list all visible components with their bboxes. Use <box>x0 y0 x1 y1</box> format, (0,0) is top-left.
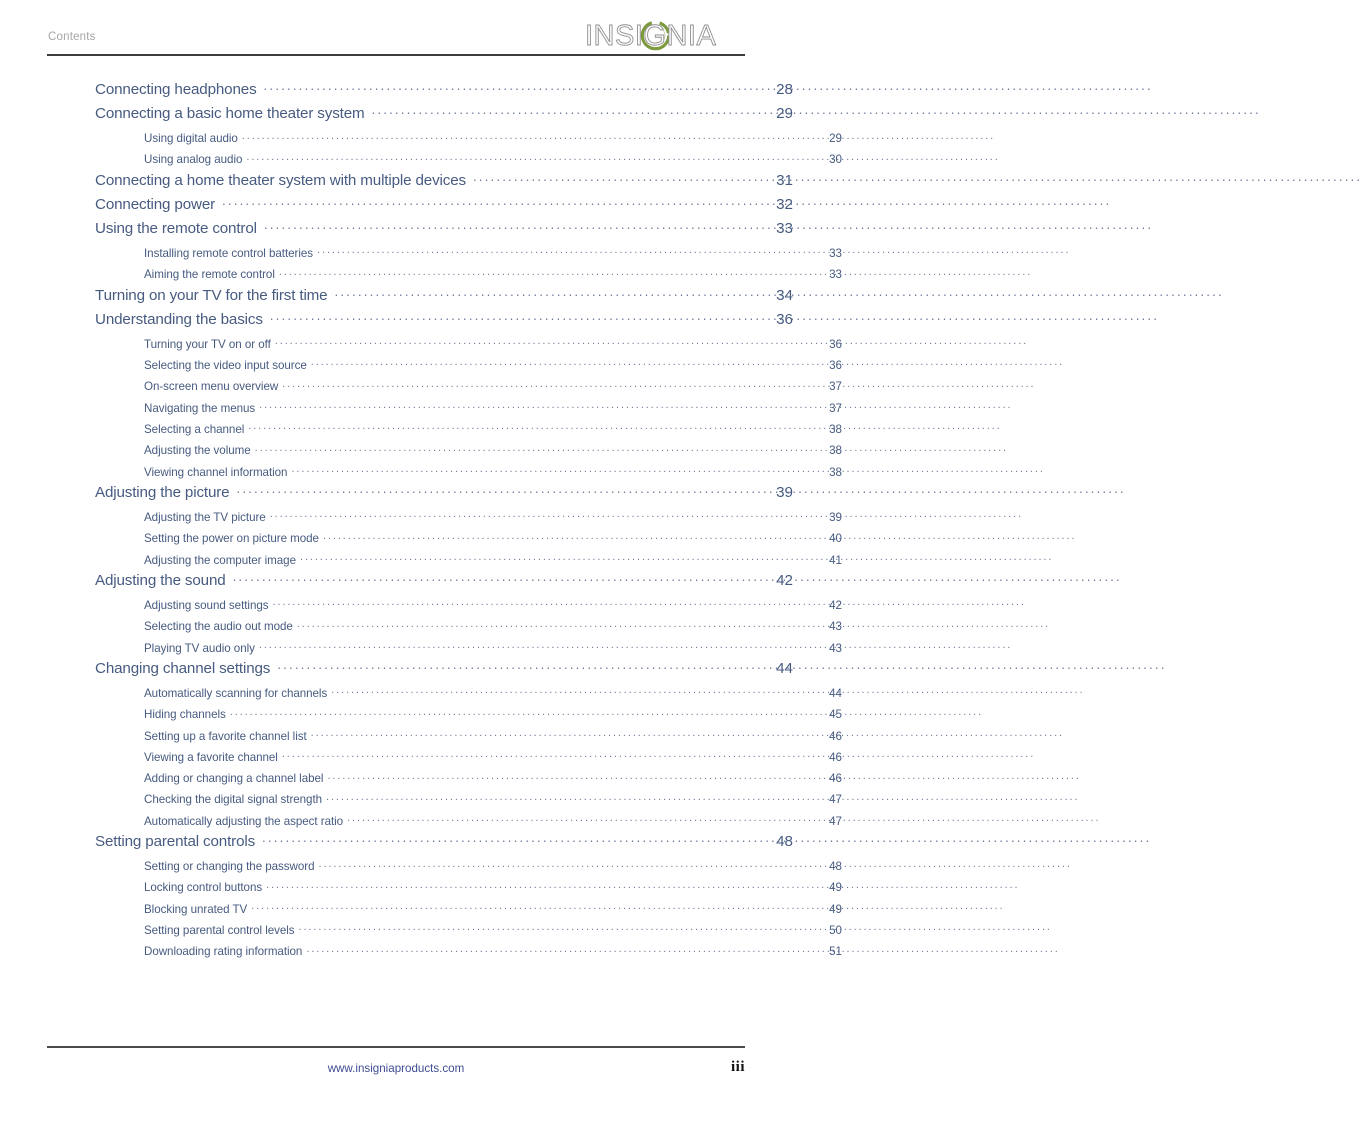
toc-entry-title: Turning your TV on or off <box>144 337 271 351</box>
toc-entry-title: Hiding channels <box>144 708 226 722</box>
toc-entry-title: Adjusting the picture <box>95 483 230 501</box>
toc-entry[interactable] <box>47 593 842 614</box>
toc-entry-page-number: 44 <box>829 686 842 700</box>
toc-leader-dots <box>222 193 766 209</box>
toc-entry[interactable] <box>47 702 842 723</box>
toc-leader-dots <box>272 593 817 609</box>
page-header <box>47 20 745 68</box>
toc-entry[interactable] <box>47 745 842 766</box>
toc-entry-title: Navigating the menus <box>144 401 256 415</box>
toc-entry-title: Playing TV audio only <box>144 641 255 655</box>
toc-entry-title: Viewing a favorite channel <box>144 750 278 764</box>
toc-entry-page-number: 39 <box>776 483 793 501</box>
toc-entry[interactable] <box>47 766 842 787</box>
toc-entry[interactable] <box>47 569 793 593</box>
toc-entry-title: Adjusting sound settings <box>144 599 269 612</box>
toc-leader-dots <box>259 396 817 412</box>
toc-leader-dots <box>306 939 817 955</box>
toc-entry[interactable] <box>47 481 793 505</box>
toc-entry-page-number: 33 <box>829 247 842 261</box>
toc-entry-title: Adding or changing a channel label <box>144 772 324 786</box>
toc-entry-page-number: 40 <box>829 532 842 546</box>
toc-entry[interactable] <box>47 505 842 526</box>
toc-entry[interactable] <box>47 548 842 569</box>
toc-entry-page-number: 36 <box>829 359 842 373</box>
toc-entry-title: Using digital audio <box>144 132 238 146</box>
toc-entry-page-number: 39 <box>829 511 842 525</box>
toc-entry[interactable] <box>47 241 842 262</box>
toc-entry[interactable] <box>47 217 793 241</box>
toc-leader-dots <box>347 809 817 825</box>
toc-leader-dots <box>270 505 817 521</box>
toc-entry-title: Setting parental control levels <box>144 924 295 938</box>
toc-entry-page-number: 36 <box>829 337 842 351</box>
toc-entry-title: Locking control buttons <box>144 881 263 895</box>
toc-entry[interactable] <box>47 830 793 854</box>
toc-leader-dots <box>264 78 766 94</box>
toc-entry-page-number: 38 <box>829 423 842 437</box>
toc-entry[interactable] <box>47 724 842 745</box>
toc-leader-dots <box>277 657 766 673</box>
toc-entry[interactable] <box>47 374 842 395</box>
toc-leader-dots <box>297 614 817 630</box>
toc-leader-dots <box>282 745 817 761</box>
toc-entry[interactable] <box>47 614 842 635</box>
toc-entry-page-number: 32 <box>776 195 793 213</box>
toc-entry-title: Automatically scanning for channels <box>144 686 328 700</box>
toc-leader-dots <box>311 353 817 369</box>
toc-entry-title: Automatically adjusting the aspect ratio <box>144 814 344 828</box>
toc-entry[interactable] <box>47 657 793 681</box>
toc-entry-page-number: 29 <box>829 132 842 146</box>
toc-leader-dots <box>242 126 817 142</box>
toc-entry-title: Connecting headphones <box>95 81 257 98</box>
toc-entry-page-number: 50 <box>829 924 842 938</box>
table-of-contents <box>47 78 842 961</box>
toc-entry-title: Installing remote control batteries <box>144 247 314 261</box>
toc-entry[interactable] <box>47 284 793 308</box>
footer-page-number: iii <box>730 1059 745 1075</box>
toc-leader-dots <box>264 217 766 233</box>
toc-entry[interactable] <box>47 308 793 332</box>
header-divider <box>47 54 745 56</box>
toc-entry[interactable] <box>47 78 793 102</box>
toc-entry-page-number: 48 <box>776 833 793 851</box>
toc-entry[interactable] <box>47 526 842 547</box>
toc-leader-dots <box>259 636 817 652</box>
toc-entry[interactable] <box>47 262 842 283</box>
toc-entry-page-number: 48 <box>829 860 842 874</box>
toc-entry[interactable] <box>47 809 842 830</box>
toc-entry-title: Changing channel settings <box>95 659 271 677</box>
toc-entry[interactable] <box>47 460 842 481</box>
toc-entry[interactable] <box>47 636 842 657</box>
toc-entry-title: Viewing channel information <box>144 465 288 479</box>
toc-entry-title: Setting up a favorite channel list <box>144 729 307 743</box>
toc-entry-title: Blocking unrated TV <box>144 902 248 916</box>
toc-entry-page-number: 37 <box>829 380 842 394</box>
toc-leader-dots <box>291 460 817 476</box>
toc-leader-dots <box>266 875 817 891</box>
toc-entry-page-number: 37 <box>829 401 842 415</box>
toc-leader-dots <box>246 147 817 163</box>
toc-entry-page-number: 43 <box>829 620 842 634</box>
toc-leader-dots <box>262 830 766 846</box>
toc-entry-page-number: 38 <box>829 444 842 458</box>
toc-entry[interactable] <box>47 854 842 875</box>
toc-entry-page-number: 46 <box>829 729 842 743</box>
toc-leader-dots <box>326 787 817 803</box>
toc-entry-page-number: 33 <box>829 268 842 282</box>
toc-entry[interactable] <box>47 918 842 939</box>
toc-leader-dots <box>270 308 766 324</box>
toc-entry-title: Selecting a channel <box>144 423 245 437</box>
page-footer <box>47 1046 745 1086</box>
toc-entry-title: Aiming the remote control <box>144 268 275 282</box>
toc-leader-dots <box>317 241 817 257</box>
toc-leader-dots <box>251 897 817 913</box>
toc-leader-dots <box>327 766 817 782</box>
toc-entry-page-number: 47 <box>829 793 842 807</box>
toc-entry-page-number: 49 <box>829 902 842 916</box>
toc-entry-title: On-screen menu overview <box>144 380 279 394</box>
toc-entry-page-number: 42 <box>829 599 842 612</box>
toc-leader-dots <box>233 569 766 585</box>
toc-entry[interactable] <box>47 193 793 217</box>
toc-entry-page-number: 46 <box>829 772 842 786</box>
toc-entry-page-number: 51 <box>829 945 842 959</box>
toc-entry-page-number: 45 <box>829 708 842 722</box>
toc-entry[interactable] <box>47 417 842 438</box>
toc-leader-dots <box>311 724 817 740</box>
toc-leader-dots <box>230 702 817 718</box>
toc-entry-title: Downloading rating information <box>144 945 303 959</box>
toc-entry[interactable] <box>47 102 793 126</box>
toc-leader-dots <box>299 918 817 934</box>
toc-entry-page-number: 44 <box>776 659 793 677</box>
toc-entry-title: Connecting a basic home theater system <box>95 105 365 123</box>
toc-entry-title: Selecting the video input source <box>144 359 307 373</box>
toc-entry[interactable] <box>47 396 842 417</box>
toc-entry[interactable] <box>47 147 842 168</box>
running-head-contents: Contents <box>48 31 96 43</box>
toc-entry-page-number: 29 <box>776 105 793 123</box>
toc-entry-title: Setting the power on picture mode <box>144 532 319 546</box>
toc-entry[interactable] <box>47 353 842 374</box>
toc-leader-dots <box>473 169 766 185</box>
toc-leader-dots <box>331 681 817 697</box>
toc-entry-title: Adjusting the TV picture <box>144 511 266 525</box>
toc-leader-dots <box>236 481 766 497</box>
toc-entry[interactable] <box>47 126 842 147</box>
toc-entry-title: Understanding the basics <box>95 310 263 328</box>
toc-entry[interactable] <box>47 438 842 459</box>
toc-entry-page-number: 30 <box>829 153 842 167</box>
toc-entry-title: Setting parental controls <box>95 833 256 851</box>
toc-entry-title: Setting or changing the password <box>144 860 315 874</box>
toc-entry[interactable] <box>47 787 842 808</box>
toc-leader-dots <box>255 438 817 454</box>
toc-entry-page-number: 31 <box>776 171 793 189</box>
toc-leader-dots <box>323 526 817 542</box>
toc-leader-dots <box>372 102 766 118</box>
toc-entry-page-number: 34 <box>776 286 793 304</box>
toc-entry-title: Selecting the audio out mode <box>144 620 293 634</box>
footer-divider <box>47 1046 745 1048</box>
toc-leader-dots <box>248 417 817 433</box>
toc-entry[interactable] <box>47 939 842 960</box>
toc-entry-title: Connecting power <box>95 195 216 213</box>
toc-entry-title: Adjusting the volume <box>144 444 251 458</box>
toc-entry-title: Checking the digital signal strength <box>144 793 323 807</box>
toc-leader-dots <box>275 332 817 348</box>
toc-entry[interactable] <box>47 332 842 353</box>
toc-entry-title: Adjusting the sound <box>95 571 226 589</box>
toc-leader-dots <box>282 374 817 390</box>
toc-entry-page-number: 42 <box>776 571 793 589</box>
toc-entry-title: Adjusting the computer image <box>144 553 296 567</box>
toc-entry-page-number: 47 <box>829 814 842 828</box>
toc-leader-dots <box>279 262 817 278</box>
svg-text:INSIGNIA: INSIGNIA <box>585 20 717 52</box>
toc-entry[interactable] <box>47 897 842 918</box>
toc-entry-page-number: 28 <box>776 81 793 98</box>
footer-website-link[interactable]: www.insigniaproducts.com <box>327 1062 465 1075</box>
toc-entry-page-number: 43 <box>829 641 842 655</box>
toc-entry-title: Using analog audio <box>144 153 243 167</box>
toc-entry-title: Turning on your TV for the first time <box>95 286 328 304</box>
toc-entry-page-number: 38 <box>829 465 842 479</box>
toc-leader-dots <box>318 854 817 870</box>
toc-entry-page-number: 41 <box>829 553 842 567</box>
toc-leader-dots <box>300 548 817 564</box>
toc-entry-page-number: 49 <box>829 881 842 895</box>
toc-entry[interactable] <box>47 875 842 896</box>
toc-entry-title: Using the remote control <box>95 219 257 237</box>
insignia-logo <box>585 18 745 52</box>
toc-entry-page-number: 33 <box>776 219 793 237</box>
toc-entry-title: Connecting a home theater system with multiple devices <box>95 171 466 189</box>
toc-entry-page-number: 36 <box>776 310 793 328</box>
toc-entry[interactable] <box>47 169 793 193</box>
toc-leader-dots <box>334 284 766 300</box>
toc-entry[interactable] <box>47 681 842 702</box>
toc-entry-page-number: 46 <box>829 750 842 764</box>
